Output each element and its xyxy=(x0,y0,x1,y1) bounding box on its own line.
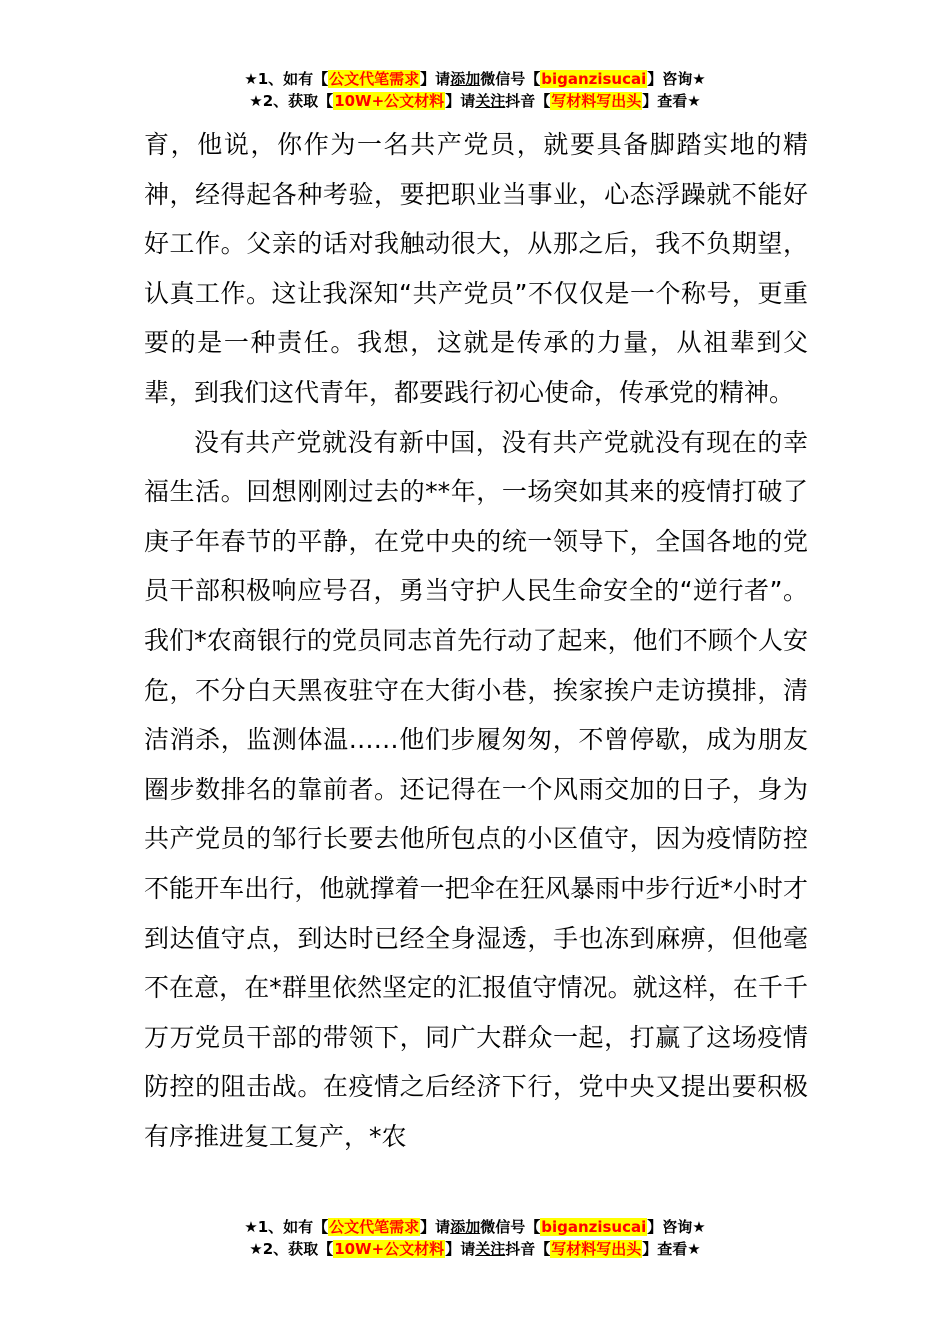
wechat-id: biganzisucai xyxy=(541,1218,647,1236)
douyin-name: 写材料写出头 xyxy=(551,92,642,110)
highlight-text: 公文代笔需求 xyxy=(329,1218,420,1236)
footer-banner xyxy=(0,1216,950,1260)
paragraph-2: 没有共产党就没有新中国，没有共产党就没有现在的幸福生活。回想刚刚过去的**年，一场突如其来的疫情打破了庚子年春节的平静，在党中央的统一领导下，全国各地的党员干部积极响应号召，勇当守护人民生命安全的“逆行者”。我们*农商银行的党员同志首先行动了起来，他们不顾个人安危，不分白天黑夜驻守在大街小巷，挨家挨户走访摸排，清洁消杀，监测体温……他们步履匆匆，不曾停歇，成为朋友圈步数排名的靠前者。还记得在一个风雨交加的日子，身为共产党员的邹行长要去他所包点的小区值守，因为疫情防控不能开车出行，他就撑着一把伞在狂风暴雨中步行近*小时才到达值守点，到达时已经全身湿透，手也冻到麻痹，但他毫不在意，在*群里依然坚定的汇报值守情况。就这样，在千千万万党员干部的带领下，同广大群众一起，打赢了这场疫情防控的阻击战。在疫情之后经济下行，党中央又提出要积极有序推进复工复产，*农 xyxy=(144,427,808,1151)
document-body xyxy=(144,120,808,1161)
footer-line-1: ★1、如有【公文代笔需求】请添加微信号【biganzisucai】咨询★ xyxy=(244,1218,706,1236)
wechat-id: biganzisucai xyxy=(541,70,647,88)
highlight-text: 公文代笔需求 xyxy=(329,70,420,88)
douyin-name: 写材料写出头 xyxy=(551,1240,642,1258)
highlight-text: 10W+公文材料 xyxy=(334,1240,445,1258)
header-line-1: ★1、如有【公文代笔需求】请添加微信号【biganzisucai】咨询★ xyxy=(244,70,706,88)
header-line-2: ★2、获取【10W+公文材料】请关注抖音【写材料写出头】查看★ xyxy=(249,92,701,110)
paragraph-1: 育，他说，你作为一名共产党员，就要具备脚踏实地的精神，经得起各种考验，要把职业当事业，心态浮躁就不能好好工作。父亲的话对我触动很大，从那之后，我不负期望，认真工作。这让我深知“共产党员”不仅仅是一个称号，更重要的是一种责任。我想，这就是传承的力量，从祖辈到父辈，到我们这代青年，都要践行初心使命，传承党的精神。 xyxy=(144,130,808,407)
footer-line-2: ★2、获取【10W+公文材料】请关注抖音【写材料写出头】查看★ xyxy=(249,1240,701,1258)
highlight-text: 10W+公文材料 xyxy=(334,92,445,110)
header-banner xyxy=(0,68,950,112)
